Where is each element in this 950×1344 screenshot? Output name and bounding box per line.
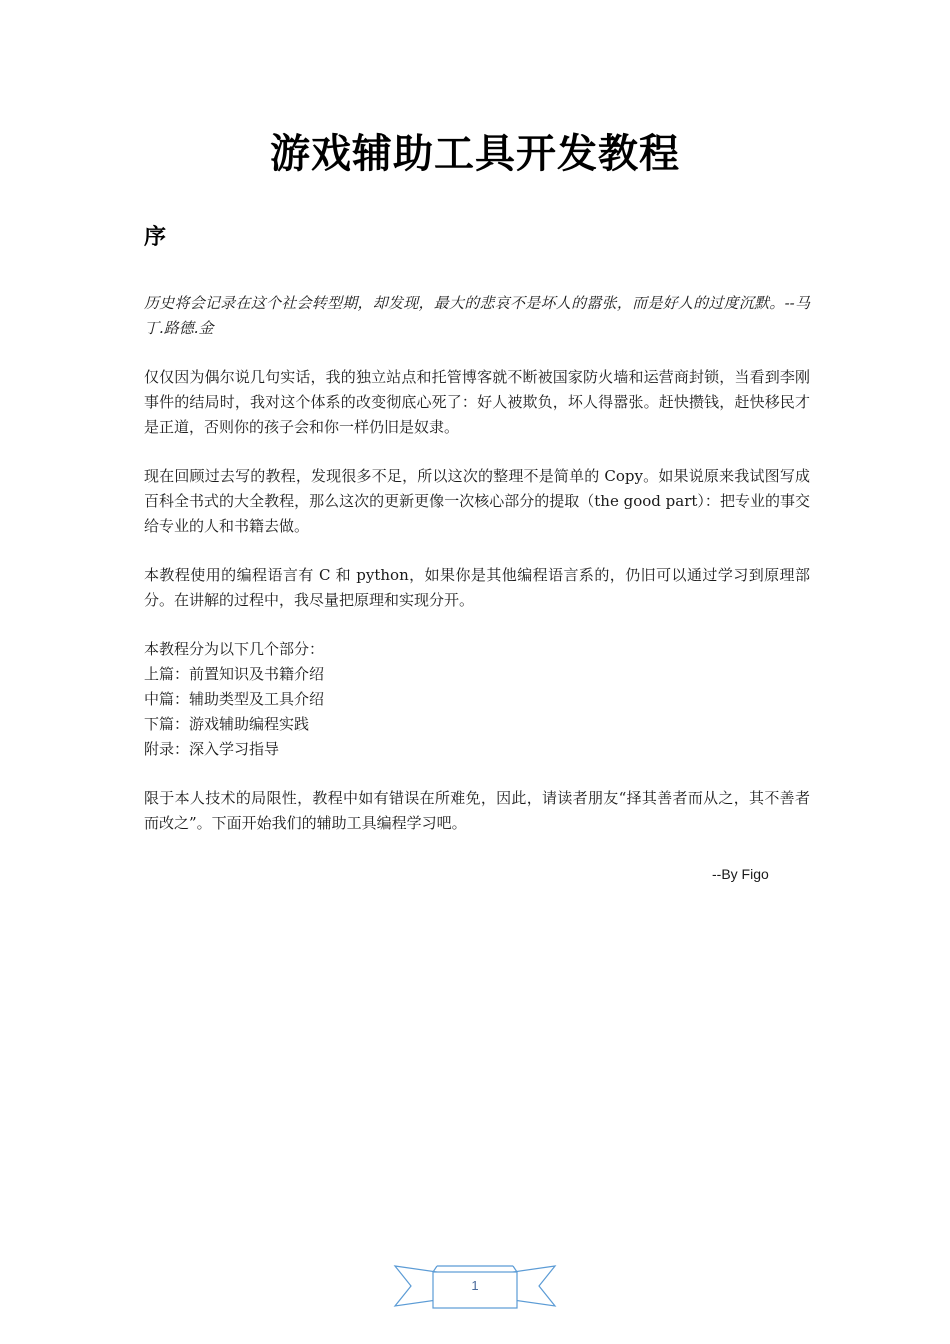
list-item: 附录：深入学习指导 bbox=[144, 740, 280, 758]
section-heading: 序 bbox=[144, 225, 167, 250]
epigraph-quote: 历史将会记录在这个社会转型期，却发现，最大的悲哀不是坏人的嚣张，而是好人的过度沉默。--马丁.路德.金 bbox=[144, 294, 810, 337]
closing-paragraph: 限于本人技术的局限性，教程中如有错误在所难免，因此，请读者朋友“择其善者而从之，其不善者而改之”。下面开始我们的辅助工具编程学习吧。 bbox=[144, 789, 810, 832]
page-footer bbox=[393, 1262, 557, 1310]
list-item: 上篇：前置知识及书籍介绍 bbox=[144, 665, 325, 683]
author-signature: --By Figo bbox=[712, 866, 769, 882]
paragraph-2: 现在回顾过去写的教程，发现很多不足，所以这次的整理不是简单的 Copy。如果说原来我试图写成百科全书式的大全教程，那么这次的更新更像一次核心部分的提取（the good part）：把专业的事交给专业的人和书籍去做。 bbox=[144, 467, 810, 535]
document-body bbox=[144, 291, 810, 860]
list-item: 下篇：游戏辅助编程实践 bbox=[144, 715, 310, 733]
document-title: 游戏辅助工具开发教程 bbox=[270, 131, 680, 177]
list-item: 中篇：辅助类型及工具介绍 bbox=[144, 690, 325, 708]
parts-list bbox=[144, 637, 810, 762]
parts-intro: 本教程分为以下几个部分： bbox=[144, 640, 325, 658]
paragraph-1: 仅仅因为偶尔说几句实话，我的独立站点和托管博客就不断被国家防火墙和运营商封锁，当看到李刚事件的结局时，我对这个体系的改变彻底心死了：好人被欺负，坏人得嚣张。赶快攒钱，赶快移民才是正道，否则你的孩子会和你一样仍旧是奴隶。 bbox=[144, 368, 810, 436]
page-number: 1 bbox=[471, 1278, 479, 1293]
paragraph-3: 本教程使用的编程语言有 C 和 python，如果你是其他编程语言系的，仍旧可以通过学习到原理部分。在讲解的过程中，我尽量把原理和实现分开。 bbox=[144, 566, 810, 609]
